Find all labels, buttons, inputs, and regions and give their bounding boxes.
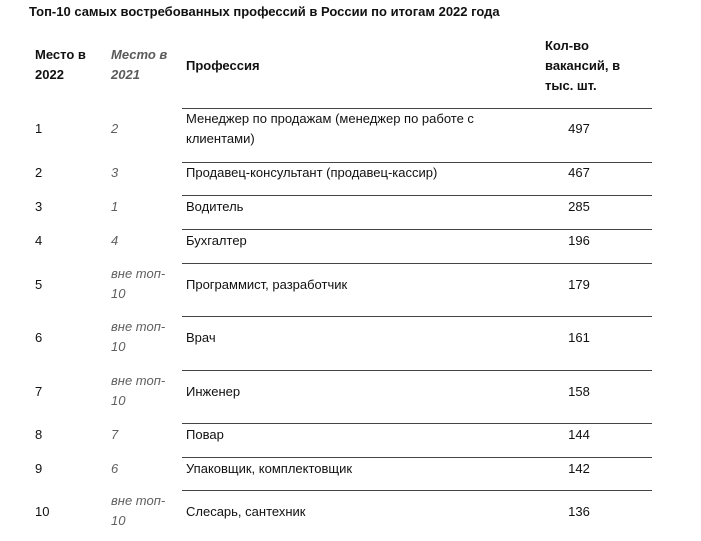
prev-rank-cell bbox=[111, 491, 173, 531]
header-count-line2: вакансий, в bbox=[545, 58, 621, 73]
profession-cell bbox=[186, 275, 526, 295]
count-cell: 285 bbox=[568, 199, 590, 214]
header-rank-2021-line2: 2021 bbox=[111, 67, 140, 82]
profession-line1: Инженер bbox=[186, 384, 241, 399]
prev-rank-line1: вне топ- bbox=[111, 373, 166, 388]
profession-cell bbox=[186, 163, 526, 183]
profession-line1: Программист, разработчик bbox=[186, 277, 348, 292]
prev-rank-cell bbox=[111, 163, 173, 183]
rank-cell: 7 bbox=[35, 384, 43, 399]
rank-cell: 2 bbox=[35, 165, 43, 180]
rank-cell: 1 bbox=[35, 121, 43, 136]
profession-cell bbox=[186, 502, 526, 522]
count-cell: 136 bbox=[568, 504, 590, 519]
rank-cell: 9 bbox=[35, 461, 43, 476]
header-rank-2022-line1: Место в bbox=[35, 47, 86, 62]
rank-cell: 4 bbox=[35, 233, 43, 248]
prev-rank-cell bbox=[111, 119, 173, 139]
prev-rank-line1: 4 bbox=[111, 233, 119, 248]
prev-rank-line1: 2 bbox=[111, 121, 119, 136]
prev-rank-line1: вне топ- bbox=[111, 493, 166, 508]
profession-cell bbox=[186, 382, 526, 402]
profession-cell bbox=[186, 109, 526, 149]
divider bbox=[182, 457, 652, 458]
profession-line1: Повар bbox=[186, 427, 224, 442]
rank-cell: 3 bbox=[35, 199, 43, 214]
divider bbox=[182, 316, 652, 317]
divider bbox=[182, 423, 652, 424]
page-title: Топ-10 самых востребованных профессий в России по итогам 2022 года bbox=[29, 4, 500, 19]
prev-rank-cell bbox=[111, 197, 173, 217]
count-cell: 196 bbox=[568, 233, 590, 248]
prev-rank-line1: вне топ- bbox=[111, 266, 166, 281]
profession-line1: Бухгалтер bbox=[186, 233, 247, 248]
count-cell: 142 bbox=[568, 461, 590, 476]
profession-line1: Упаковщик, комплектовщик bbox=[186, 461, 353, 476]
header-count-line3: тыс. шт. bbox=[545, 78, 597, 93]
rank-cell: 8 bbox=[35, 427, 43, 442]
divider bbox=[182, 490, 652, 491]
header-count-line1: Кол-во bbox=[545, 38, 589, 53]
rank-cell: 10 bbox=[35, 504, 50, 519]
profession-line1: Менеджер по продажам (менеджер по работе с bbox=[186, 111, 474, 126]
profession-cell bbox=[186, 328, 526, 348]
count-cell: 158 bbox=[568, 384, 590, 399]
prev-rank-line1: вне топ- bbox=[111, 319, 166, 334]
header-rank-2022 bbox=[35, 45, 86, 85]
prev-rank-line1: 3 bbox=[111, 165, 119, 180]
prev-rank-line2: 10 bbox=[111, 513, 126, 528]
profession-line2: клиентами) bbox=[186, 131, 255, 146]
rank-cell: 5 bbox=[35, 277, 43, 292]
count-cell: 467 bbox=[568, 165, 590, 180]
profession-cell bbox=[186, 231, 526, 251]
divider bbox=[182, 195, 652, 196]
rank-cell: 6 bbox=[35, 330, 43, 345]
profession-line1: Водитель bbox=[186, 199, 244, 214]
header-rank-2022-line2: 2022 bbox=[35, 67, 64, 82]
prev-rank-cell bbox=[111, 425, 173, 445]
profession-line1: Врач bbox=[186, 330, 216, 345]
profession-cell bbox=[186, 425, 526, 445]
divider bbox=[182, 229, 652, 230]
profession-line1: Продавец-консультант (продавец-кассир) bbox=[186, 165, 438, 180]
profession-line1: Слесарь, сантехник bbox=[186, 504, 306, 519]
prev-rank-line2: 10 bbox=[111, 339, 126, 354]
count-cell: 161 bbox=[568, 330, 590, 345]
count-cell: 497 bbox=[568, 121, 590, 136]
header-rank-2021 bbox=[111, 45, 167, 85]
prev-rank-line2: 10 bbox=[111, 286, 126, 301]
header-rank-2021-line1: Место в bbox=[111, 47, 168, 62]
profession-cell bbox=[186, 459, 526, 479]
divider bbox=[182, 263, 652, 264]
prev-rank-cell bbox=[111, 317, 173, 357]
prev-rank-cell bbox=[111, 231, 173, 251]
prev-rank-cell bbox=[111, 264, 173, 304]
header-count bbox=[545, 36, 620, 96]
prev-rank-cell bbox=[111, 459, 173, 479]
prev-rank-line1: 6 bbox=[111, 461, 119, 476]
prev-rank-cell bbox=[111, 371, 173, 411]
profession-cell bbox=[186, 197, 526, 217]
prev-rank-line2: 10 bbox=[111, 393, 126, 408]
count-cell: 179 bbox=[568, 277, 590, 292]
prev-rank-line1: 7 bbox=[111, 427, 119, 442]
prev-rank-line1: 1 bbox=[111, 199, 119, 214]
header-profession: Профессия bbox=[186, 58, 260, 73]
divider bbox=[182, 370, 652, 371]
count-cell: 144 bbox=[568, 427, 590, 442]
